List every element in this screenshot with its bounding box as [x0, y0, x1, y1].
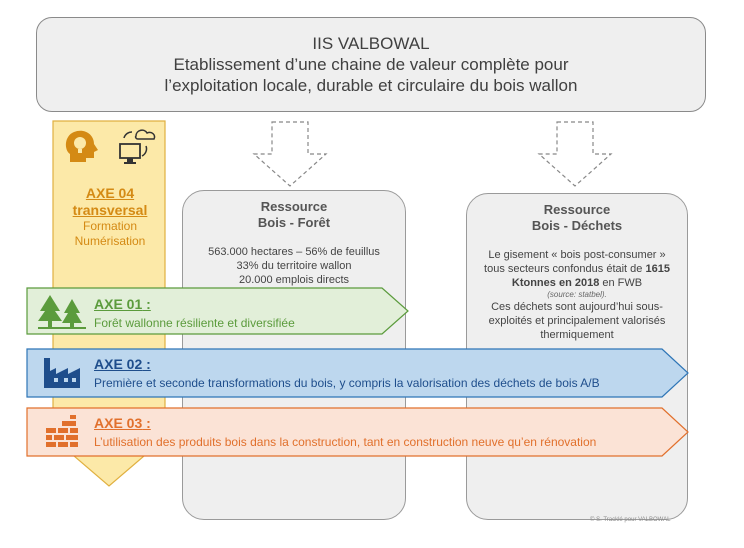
resource-foret-title2: Bois - Forêt: [257, 215, 331, 230]
axe04-title: AXE 04: [85, 185, 135, 201]
header-subtitle-line1: Etablissement d’une chaine de valeur complète pour: [173, 55, 569, 74]
resource-dechets-line3: [467, 276, 687, 290]
resource-dechets-line5: exploités et principalement valorisés: [488, 315, 666, 327]
resource-dechets-line2: [467, 262, 687, 276]
resource-dechets-title2: Bois - Déchets: [531, 218, 623, 233]
bricks-icon: [42, 413, 82, 451]
resource-dechets-unit: Ktonnes en 2018: [511, 277, 600, 289]
resource-dechets-source: (source: statbel).: [547, 290, 607, 299]
axe04-text: [52, 185, 168, 249]
axe04-line2: Numérisation: [74, 234, 146, 248]
axe01-desc: Forêt wallonne résiliente et diversifiée: [94, 316, 295, 330]
axe01-colon: :: [142, 296, 151, 312]
header-box: [36, 17, 706, 112]
factory-icon: [42, 354, 82, 392]
cloud-computer-icon: [114, 124, 160, 168]
axe01-title-text: AXE 01: [94, 296, 143, 312]
axe02-colon: :: [142, 356, 151, 372]
resource-dechets-line1: Le gisement « bois post-consumer »: [488, 249, 666, 261]
axe04-subtitle: transversal: [72, 202, 148, 218]
axe03-title-text: AXE 03: [94, 415, 143, 431]
resource-dechets-details: [467, 248, 687, 342]
axe03-colon: :: [142, 415, 151, 431]
axe02-desc: Première et seconde transformations du bois, y compris la valorisation des déchets de bois A/B: [94, 376, 600, 390]
header-subtitle-line2: l’exploitation locale, durable et circulaire du bois wallon: [164, 76, 578, 95]
resource-dechets-line2-text: tous secteurs confondus était de: [484, 263, 646, 275]
resource-dechets-title1: Ressource: [543, 202, 611, 217]
header-title: IIS VALBOWAL: [312, 34, 430, 53]
axe01-title: [94, 296, 151, 312]
resource-foret-details: [183, 245, 405, 287]
axe02-title-text: AXE 02: [94, 356, 143, 372]
resource-foret-title1: Ressource: [260, 199, 328, 214]
down-arrow-dechets: [535, 120, 615, 190]
axe04-line1: Formation: [82, 219, 138, 233]
credit-text: © S. Tracklé pour VALBOWAL: [590, 517, 671, 523]
trees-icon: [36, 293, 88, 331]
resource-foret-line: 20.000 emplois directs: [238, 274, 350, 286]
resource-dechets-amount: 1615: [645, 263, 670, 275]
head-bulb-icon: [60, 126, 104, 166]
resource-dechets-region: en FWB: [599, 277, 643, 289]
resource-dechets-line6: thermiquement: [540, 329, 614, 341]
axe03-title: [94, 415, 151, 431]
resource-foret-line: 563.000 hectares – 56% de feuillus: [208, 246, 380, 258]
axe03-desc: L’utilisation des produits bois dans la construction, tant en construction neuve qu’en rénovation: [94, 435, 597, 449]
resource-dechets-line4: Ces déchets sont aujourd’hui sous-: [491, 301, 663, 313]
down-arrow-foret: [250, 120, 330, 190]
axe02-title: [94, 356, 151, 372]
resource-foret-line: 33% du territoire wallon: [236, 260, 352, 272]
